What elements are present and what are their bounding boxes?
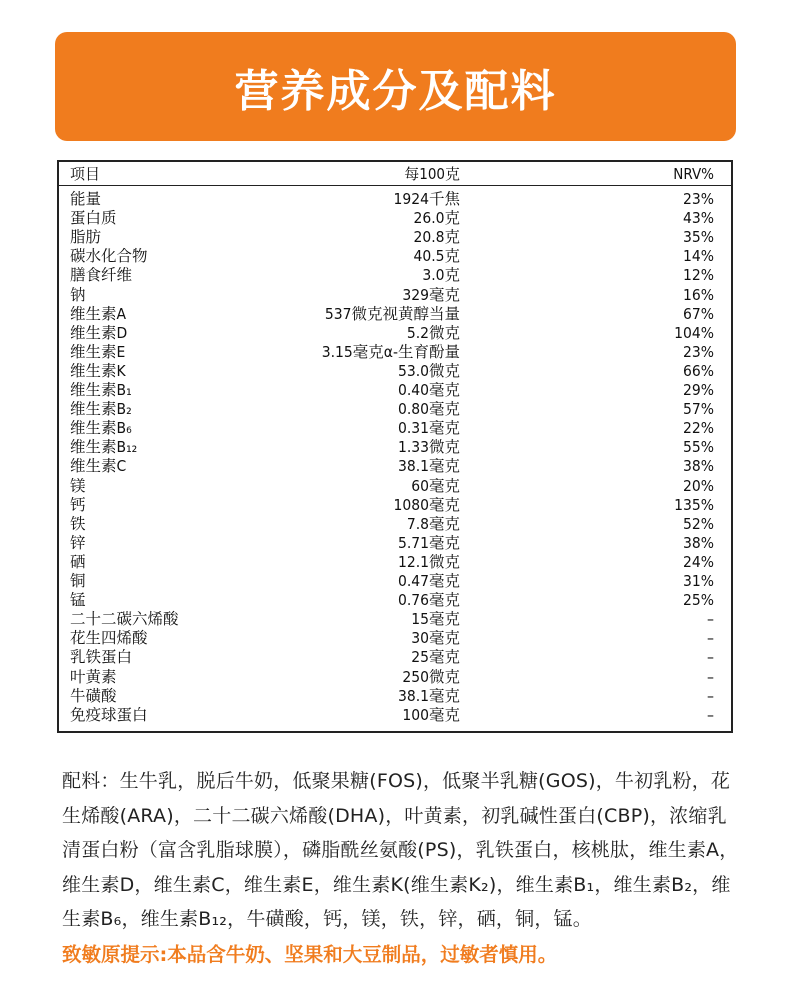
row-name: 碳水化合物	[70, 247, 148, 266]
row-nrv: 31%	[683, 572, 714, 590]
row-nrv: 14%	[683, 247, 714, 266]
row-name: 钠	[70, 285, 86, 304]
table-row	[59, 228, 731, 247]
row-nrv: 24%	[683, 552, 714, 571]
table-row	[59, 419, 731, 438]
table-row	[59, 286, 731, 305]
ingredients-text: 配料：生牛乳，脱后牛奶，低聚果糖(FOS)，低聚半乳糖(GOS)，牛初乳粉，花生烯酸(ARA)，二十二碳六烯酸(DHA)，叶黄素，初乳碱性蛋白(CBP)，浓缩乳清蛋白粉（富含乳脂球膜），磷脂酰丝氨酸(PS)，乳铁蛋白，核桃肽，维生素A，维生素D，维生素C，维生素E，维生素K(维生素K₂)，维生素B₁，维生素B₂，维生素B₆，维生素B₁₂，牛磺酸，钙，镁，铁，锌，硒，铜，锰。	[62, 770, 739, 930]
header-per100: 每100克	[404, 165, 460, 183]
page-title: 营养成分及配料	[234, 65, 557, 117]
row-amount: 30毫克	[411, 629, 460, 648]
row-nrv: 57%	[683, 400, 714, 419]
table-row	[59, 629, 731, 648]
row-nrv: 16%	[683, 285, 714, 304]
row-nrv: 66%	[683, 361, 714, 380]
row-nrv: 43%	[683, 209, 714, 228]
row-name: 蛋白质	[70, 209, 117, 228]
row-name: 维生素B₁₂	[70, 438, 138, 457]
table-row	[59, 534, 731, 553]
row-amount: 25毫克	[411, 648, 460, 667]
table-row	[59, 190, 731, 209]
row-name: 维生素B₁	[70, 381, 132, 399]
table-row	[59, 209, 731, 228]
table-row	[59, 687, 731, 706]
row-amount: 3.15毫克α-生育酚量	[321, 342, 460, 361]
table-row	[59, 305, 731, 324]
row-nrv: –	[707, 648, 714, 667]
title-banner	[55, 32, 736, 141]
row-amount: 0.47毫克	[397, 572, 460, 590]
row-name: 锰	[70, 591, 86, 610]
row-nrv: –	[707, 667, 714, 686]
row-name: 钙	[70, 495, 86, 514]
row-amount: 329毫克	[402, 285, 460, 304]
row-amount: 1.33微克	[397, 438, 460, 457]
row-amount: 537微克视黄醇当量	[324, 304, 460, 323]
row-nrv: 38%	[683, 533, 714, 552]
row-name: 铁	[70, 514, 86, 533]
row-name: 叶黄素	[70, 667, 117, 686]
row-amount: 12.1微克	[397, 552, 460, 571]
row-amount: 38.1毫克	[397, 686, 460, 705]
row-nrv: 52%	[683, 514, 714, 533]
row-name: 膳食纤维	[70, 266, 133, 285]
row-name: 维生素K	[70, 361, 126, 380]
header-nrv: NRV%	[673, 165, 714, 183]
row-name: 锌	[70, 533, 86, 552]
row-nrv: 23%	[683, 342, 714, 361]
table-row	[59, 591, 731, 610]
table-row	[59, 266, 731, 285]
table-row	[59, 572, 731, 591]
row-name: 镁	[70, 476, 86, 495]
table-row	[59, 324, 731, 343]
row-amount: 0.80毫克	[397, 400, 460, 419]
table-row	[59, 515, 731, 534]
row-nrv: 38%	[683, 457, 714, 476]
nutrition-table	[57, 160, 733, 733]
row-name: 花生四烯酸	[70, 629, 148, 648]
allergen-warning: 致敏原提示:本品含牛奶、坚果和大豆制品，过敏者慎用。	[62, 943, 558, 966]
row-nrv: 104%	[674, 323, 714, 342]
row-nrv: 25%	[683, 591, 714, 610]
row-nrv: –	[707, 686, 714, 705]
row-nrv: 12%	[683, 266, 714, 285]
row-name: 维生素D	[70, 323, 128, 342]
row-amount: 0.31毫克	[397, 419, 460, 438]
row-name: 乳铁蛋白	[70, 648, 133, 667]
row-name: 脂肪	[70, 228, 102, 247]
row-nrv: 67%	[683, 304, 714, 323]
row-nrv: 35%	[683, 228, 714, 247]
table-row	[59, 381, 731, 400]
row-name: 免疫球蛋白	[70, 705, 148, 724]
row-amount: 1080毫克	[393, 495, 460, 514]
row-nrv: 20%	[683, 476, 714, 495]
table-row	[59, 457, 731, 476]
row-amount: 5.71毫克	[397, 533, 460, 552]
row-nrv: 135%	[674, 495, 714, 514]
row-name: 维生素C	[70, 457, 127, 476]
row-nrv: 23%	[683, 190, 714, 208]
row-amount: 20.8克	[413, 228, 460, 247]
row-amount: 15毫克	[411, 610, 460, 629]
table-row	[59, 343, 731, 362]
row-name: 二十二碳六烯酸	[70, 610, 179, 629]
row-amount: 5.2微克	[406, 323, 460, 342]
table-row	[59, 496, 731, 515]
row-amount: 100毫克	[402, 705, 460, 724]
row-nrv: 55%	[683, 438, 714, 457]
table-row	[59, 648, 731, 667]
header-item: 项目	[70, 165, 101, 183]
table-row	[59, 362, 731, 381]
table-row	[59, 553, 731, 572]
table-row	[59, 477, 731, 496]
row-name: 维生素B₂	[70, 400, 132, 419]
row-amount: 1924千焦	[393, 190, 460, 208]
row-amount: 53.0微克	[397, 361, 460, 380]
table-row	[59, 438, 731, 457]
table-row	[59, 610, 731, 629]
table-row	[59, 400, 731, 419]
row-nrv: 29%	[683, 381, 714, 399]
row-amount: 60毫克	[411, 476, 460, 495]
row-name: 硒	[70, 552, 86, 571]
row-amount: 250微克	[402, 667, 460, 686]
row-amount: 0.40毫克	[397, 381, 460, 399]
row-amount: 0.76毫克	[397, 591, 460, 610]
row-amount: 3.0克	[422, 266, 460, 285]
table-row	[59, 668, 731, 687]
row-name: 维生素E	[70, 342, 126, 361]
table-row	[59, 247, 731, 266]
table-row	[59, 706, 731, 725]
row-nrv: 22%	[683, 419, 714, 438]
row-nrv: –	[707, 629, 714, 648]
row-amount: 7.8毫克	[406, 514, 460, 533]
row-nrv: –	[707, 610, 714, 629]
table-header	[59, 162, 731, 186]
row-name: 维生素A	[70, 304, 127, 323]
row-name: 能量	[70, 190, 102, 208]
row-amount: 38.1毫克	[397, 457, 460, 476]
row-name: 铜	[70, 572, 86, 590]
row-amount: 26.0克	[413, 209, 460, 228]
row-name: 牛磺酸	[70, 686, 117, 705]
row-name: 维生素B₆	[70, 419, 132, 438]
row-nrv: –	[707, 705, 714, 724]
row-amount: 40.5克	[413, 247, 460, 266]
